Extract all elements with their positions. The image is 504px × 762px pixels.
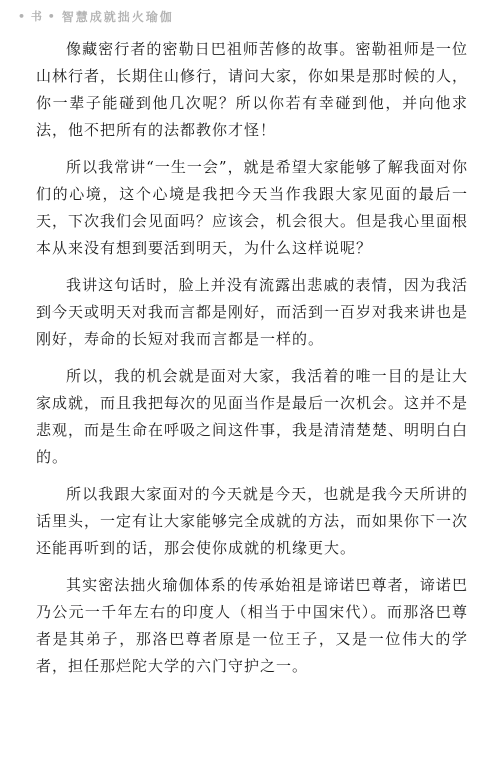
paragraph: 所以我跟大家面对的今天就是今天，也就是我今天所讲的话里头，一定有让大家能够完全成就的方法，而如果你下一次还能再听到的话，那会使你成就的机缘更大。 <box>36 485 469 557</box>
header-book-title: 智慧成就拙火瑜伽 <box>61 9 174 24</box>
paragraph: 我讲这句话时，脸上并没有流露出悲戚的表情，因为我活到今天或明天对我而言都是刚好，而活到一百岁对我来讲也是刚好，寿命的长短对我而言都是一样的。 <box>36 276 469 348</box>
paragraph: 像藏密行者的密勒日巴祖师苦修的故事。密勒祖师是一位山林行者，长期住山修行，请问大家，你如果是那时候的人，你一辈子能碰到他几次呢？所以你若有幸碰到他，并向他求法，他不把所有的法都教你才怪！ <box>36 40 469 139</box>
page-body <box>36 36 468 690</box>
paragraph: 所以，我的机会就是面对大家，我活着的唯一目的是让大家成就，而且我把每次的见面当作是最后一次机会。这并不是悲观，而是生命在呼吸之间这件事，我是清清楚楚、明明白白的。 <box>36 367 469 466</box>
paragraph: 其实密法拙火瑜伽体系的传承始祖是谛诺巴尊者，谛诺巴乃公元一千年左右的印度人（相当于中国宋代）。而那洛巴尊者是其弟子，那洛巴尊者原是一位王子，又是一位伟大的学者，担任那烂陀大学的六门守护之一。 <box>36 576 468 675</box>
running-header <box>18 6 174 26</box>
paragraph: 所以我常讲“一生一会”，就是希望大家能够了解我面对你们的心境，这个心境是我把今天当作我跟大家见面的最后一天，下次我们会见面吗？应该会，机会很大。但是我心里面根本从来没有想到要活到明天，为什么这样说呢？ <box>36 158 469 257</box>
header-book-mark: • 书 • <box>18 10 56 23</box>
